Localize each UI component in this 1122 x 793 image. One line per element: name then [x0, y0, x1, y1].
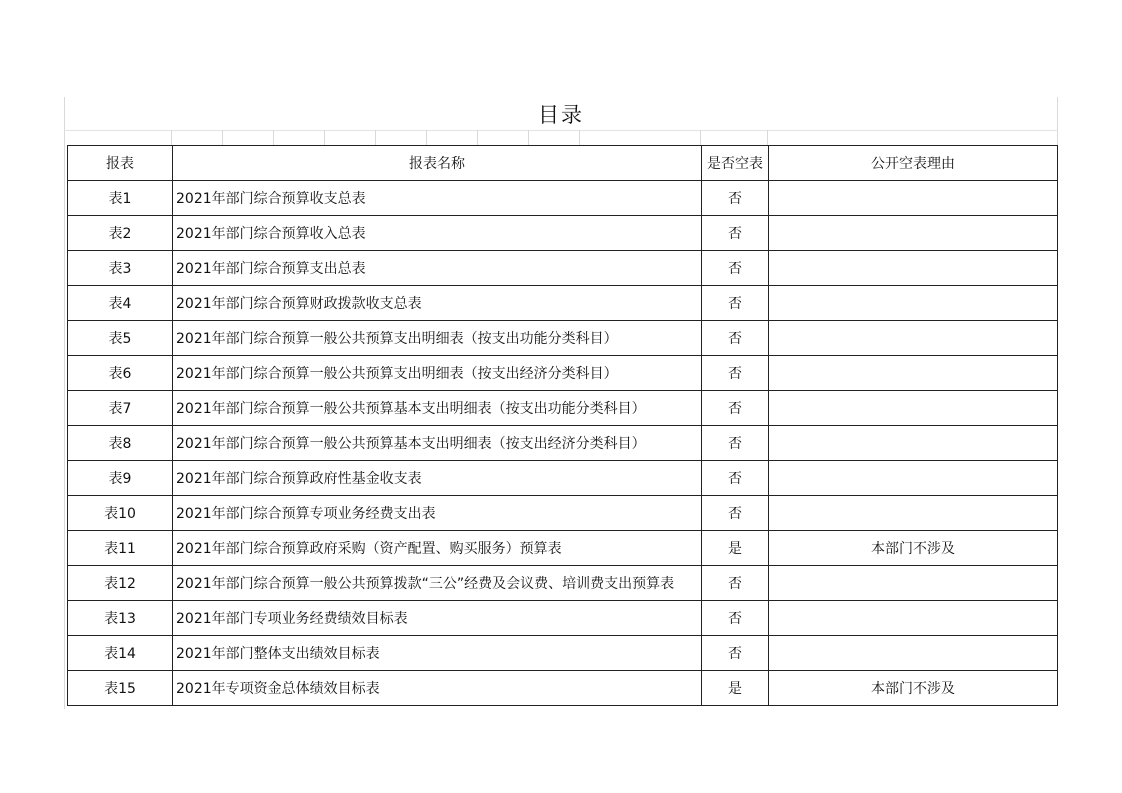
reason-cell[interactable]	[769, 251, 1058, 286]
report-name-cell[interactable]: 2021年部门综合预算一般公共预算基本支出明细表（按支出功能分类科目）	[173, 391, 702, 426]
reason-cell[interactable]	[769, 426, 1058, 461]
is-empty-cell[interactable]: 否	[702, 286, 769, 321]
is-empty-cell[interactable]: 否	[702, 426, 769, 461]
reason-cell[interactable]	[769, 636, 1058, 671]
report-name-cell[interactable]: 2021年部门专项业务经费绩效目标表	[173, 601, 702, 636]
is-empty-cell[interactable]: 否	[702, 461, 769, 496]
gridline	[700, 130, 701, 145]
report-name-cell[interactable]: 2021年部门综合预算收支总表	[173, 181, 702, 216]
is-empty-cell[interactable]: 是	[702, 531, 769, 566]
report-name-cell[interactable]: 2021年专项资金总体绩效目标表	[173, 671, 702, 706]
gridline	[477, 130, 478, 145]
is-empty-cell[interactable]: 是	[702, 671, 769, 706]
gridline	[171, 130, 172, 145]
gridline	[528, 130, 529, 145]
report-no-cell[interactable]: 表1	[68, 181, 173, 216]
table-row	[68, 601, 1058, 636]
reason-cell[interactable]: 本部门不涉及	[769, 671, 1058, 706]
header-reason: 公开空表理由	[769, 146, 1058, 181]
report-name-cell[interactable]: 2021年部门综合预算一般公共预算支出明细表（按支出经济分类科目）	[173, 356, 702, 391]
report-no-cell[interactable]: 表2	[68, 216, 173, 251]
report-name-cell[interactable]: 2021年部门综合预算财政拨款收支总表	[173, 286, 702, 321]
reason-cell[interactable]	[769, 181, 1058, 216]
header-report-name: 报表名称	[173, 146, 702, 181]
gridline	[375, 130, 376, 145]
table-row	[68, 636, 1058, 671]
report-no-cell[interactable]: 表15	[68, 671, 173, 706]
gridline	[273, 130, 274, 145]
header-report-no: 报表	[68, 146, 173, 181]
gridline	[222, 130, 223, 145]
is-empty-cell[interactable]: 否	[702, 321, 769, 356]
report-name-cell[interactable]: 2021年部门综合预算一般公共预算基本支出明细表（按支出经济分类科目）	[173, 426, 702, 461]
table-row	[68, 251, 1058, 286]
reason-cell[interactable]	[769, 566, 1058, 601]
table-row	[68, 461, 1058, 496]
report-name-cell[interactable]: 2021年部门综合预算专项业务经费支出表	[173, 496, 702, 531]
reason-cell[interactable]	[769, 601, 1058, 636]
table-row	[68, 426, 1058, 461]
reason-cell[interactable]: 本部门不涉及	[769, 531, 1058, 566]
header-is-empty: 是否空表	[702, 146, 769, 181]
catalog-table	[67, 145, 1058, 706]
report-name-cell[interactable]: 2021年部门综合预算收入总表	[173, 216, 702, 251]
reason-cell[interactable]	[769, 286, 1058, 321]
report-no-cell[interactable]: 表4	[68, 286, 173, 321]
report-no-cell[interactable]: 表8	[68, 426, 173, 461]
is-empty-cell[interactable]: 否	[702, 216, 769, 251]
report-no-cell[interactable]: 表7	[68, 391, 173, 426]
report-no-cell[interactable]: 表14	[68, 636, 173, 671]
is-empty-cell[interactable]: 否	[702, 181, 769, 216]
is-empty-cell[interactable]: 否	[702, 601, 769, 636]
gridline	[579, 130, 580, 145]
header-row	[68, 146, 1058, 181]
table-row	[68, 531, 1058, 566]
gridline	[64, 97, 65, 709]
report-name-cell[interactable]: 2021年部门综合预算一般公共预算支出明细表（按支出功能分类科目）	[173, 321, 702, 356]
report-no-cell[interactable]: 表6	[68, 356, 173, 391]
is-empty-cell[interactable]: 否	[702, 251, 769, 286]
table-row	[68, 496, 1058, 531]
reason-cell[interactable]	[769, 356, 1058, 391]
report-name-cell[interactable]: 2021年部门综合预算一般公共预算拨款“三公”经费及会议费、培训费支出预算表	[173, 566, 702, 601]
table-row	[68, 216, 1058, 251]
reason-cell[interactable]	[769, 461, 1058, 496]
reason-cell[interactable]	[769, 216, 1058, 251]
table-row	[68, 356, 1058, 391]
is-empty-cell[interactable]: 否	[702, 636, 769, 671]
report-no-cell[interactable]: 表13	[68, 601, 173, 636]
reason-cell[interactable]	[769, 496, 1058, 531]
report-name-cell[interactable]: 2021年部门整体支出绩效目标表	[173, 636, 702, 671]
report-no-cell[interactable]: 表5	[68, 321, 173, 356]
table-row	[68, 391, 1058, 426]
gridline	[767, 130, 768, 145]
table-row	[68, 671, 1058, 706]
gridline	[324, 130, 325, 145]
is-empty-cell[interactable]: 否	[702, 496, 769, 531]
report-name-cell[interactable]: 2021年部门综合预算支出总表	[173, 251, 702, 286]
reason-cell[interactable]	[769, 391, 1058, 426]
table-row	[68, 286, 1058, 321]
table-row	[68, 181, 1058, 216]
is-empty-cell[interactable]: 否	[702, 566, 769, 601]
report-no-cell[interactable]: 表9	[68, 461, 173, 496]
report-no-cell[interactable]: 表10	[68, 496, 173, 531]
report-name-cell[interactable]: 2021年部门综合预算政府采购（资产配置、购买服务）预算表	[173, 531, 702, 566]
reason-cell[interactable]	[769, 321, 1058, 356]
gridline	[426, 130, 427, 145]
report-name-cell[interactable]: 2021年部门综合预算政府性基金收支表	[173, 461, 702, 496]
page-title: 目录	[538, 103, 584, 127]
spreadsheet-sheet	[64, 97, 1058, 709]
is-empty-cell[interactable]: 否	[702, 356, 769, 391]
table-row	[68, 566, 1058, 601]
is-empty-cell[interactable]: 否	[702, 391, 769, 426]
table-row	[68, 321, 1058, 356]
report-no-cell[interactable]: 表3	[68, 251, 173, 286]
report-no-cell[interactable]: 表11	[68, 531, 173, 566]
report-no-cell[interactable]: 表12	[68, 566, 173, 601]
